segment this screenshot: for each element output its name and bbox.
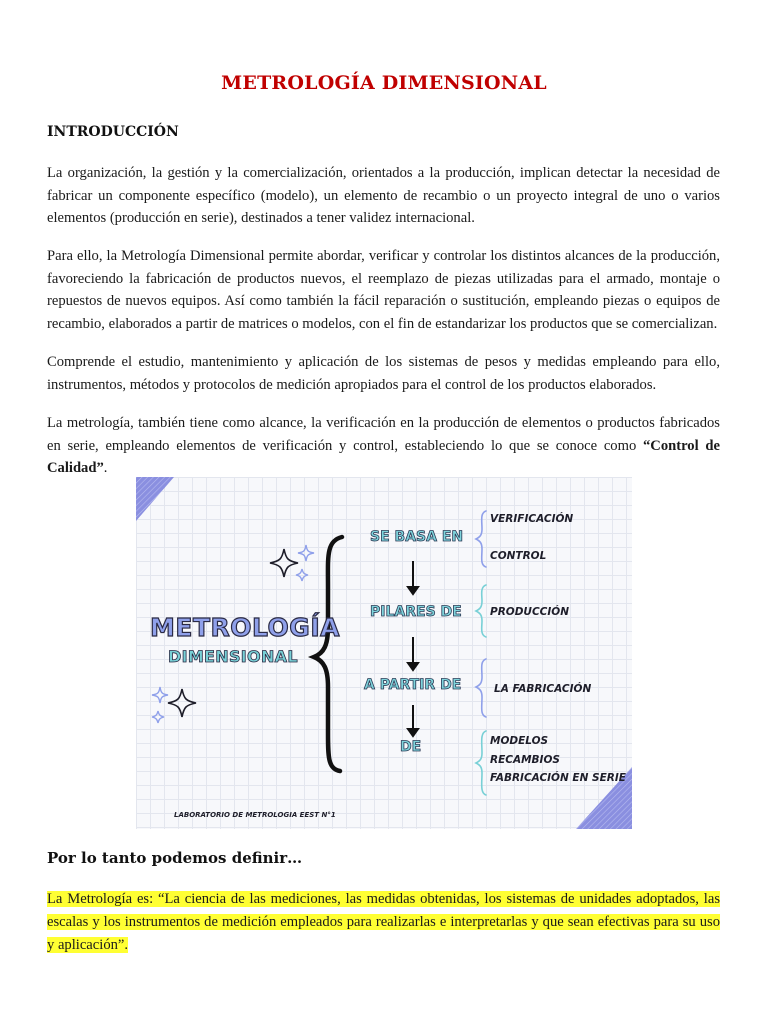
brace-group-4: [476, 731, 486, 795]
corner-decoration-top: [136, 477, 174, 521]
label-produccion: PRODUCCIÓN: [490, 606, 569, 618]
label-fabricacion-en-serie: FABRICACIÓN EN SERIE: [490, 772, 626, 784]
control-de-calidad-term: “Control de Calidad”: [47, 437, 720, 477]
brace-group-3: [476, 659, 486, 717]
definition-paragraph: [47, 888, 720, 957]
paragraph-4-end: .: [103, 460, 108, 477]
arrow-down-icon: [408, 561, 418, 736]
label-recambios: RECAMBIOS: [490, 754, 560, 766]
metrology-diagram: [136, 477, 632, 829]
paragraph-2: Para ello, la Metrología Dimensional permite abordar, verificar y controlar los distintos alcances de la producción, favoreciendo la fabricación de productos nuevos, el reemplazo de piezas utilizadas para el armado, montaje o repuestos de nuevos equipos. Así como también la fácil reparación o sustitución, empleando piezas o equipos de recambio, elaborados a partir de matrices o modelos, con el fin de estandarizar los productos que se comercializan.: [47, 248, 720, 332]
diagram-title: METROLOGÍA: [150, 613, 340, 642]
paragraph-4: [47, 412, 720, 480]
diagram-footer: LABORATORIO DE METROLOGIA EEST N°1: [174, 811, 336, 819]
label-verificacion: VERIFICACIÓN: [490, 513, 574, 525]
paragraph-1: La organización, la gestión y la comercialización, orientados a la producción, implican detectar la necesidad de fabricar un componente específico (modelo), un elemento de recambio o un proyecto integral de uno o varios elementos (producción en serie), destinados a tener validez internacional.: [47, 165, 720, 227]
step-a-partir-de: A PARTIR DE: [364, 677, 462, 693]
label-la-fabricacion: LA FABRICACIÓN: [494, 683, 592, 695]
section-heading: INTRODUCCIÓN: [47, 124, 179, 140]
main-brace: [314, 537, 342, 771]
subheading: Por lo tanto podemos definir…: [47, 849, 303, 867]
diagram-subtitle: DIMENSIONAL: [168, 647, 298, 666]
definition-highlighted-text: La Metrología es: “La ciencia de las mediciones, las medidas obtenidas, los sistemas de unidades adoptados, las escalas y los instrumentos de medición empleados para realizarlas e interpretarlas y que sean efectivas para su uso y aplicación”.: [47, 891, 720, 953]
step-se-basa-en: SE BASA EN: [370, 529, 464, 545]
brace-group-2: [476, 585, 486, 637]
label-modelos: MODELOS: [490, 735, 549, 747]
step-pilares-de: PILARES DE: [370, 604, 462, 620]
label-control: CONTROL: [490, 550, 547, 562]
paragraph-4-text: La metrología, también tiene como alcance, la verificación en la producción de elementos o productos fabricados en serie, empleando elementos de verificación y control, estableciendo lo que se conoce como: [47, 415, 720, 454]
step-de: DE: [400, 739, 422, 755]
brace-group-1: [476, 511, 486, 567]
paragraph-3: Comprende el estudio, mantenimiento y aplicación de los sistemas de pesos y medidas empleando para ello, instrumentos, métodos y protocolos de medición apropiados para el control de los productos elaborados.: [47, 354, 720, 393]
document-title: METROLOGÍA DIMENSIONAL: [221, 72, 547, 94]
